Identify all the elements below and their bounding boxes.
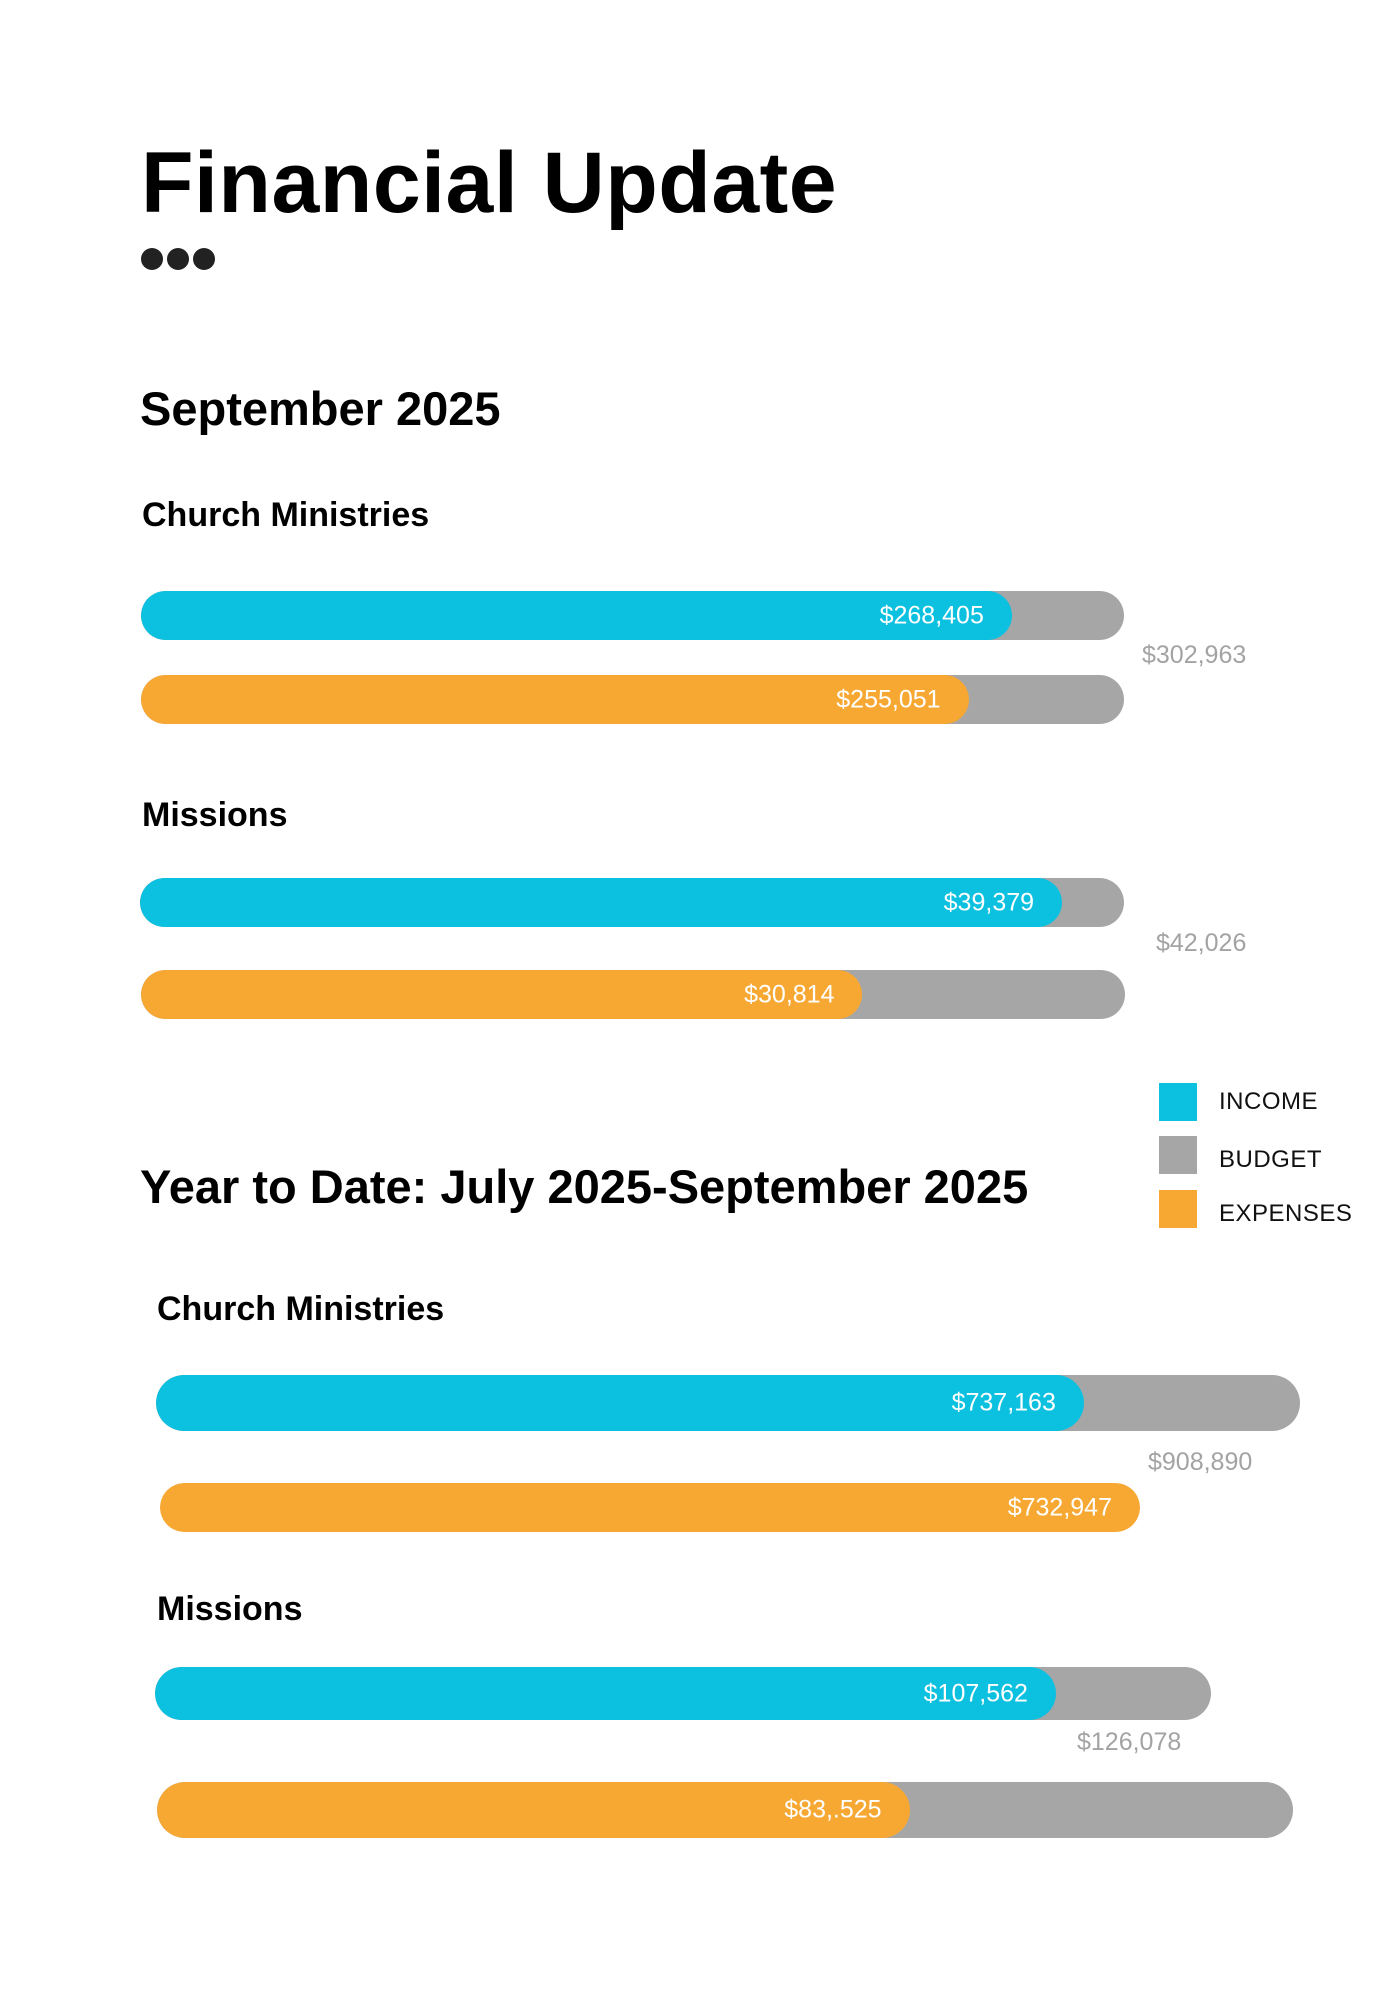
bar-value-label: $255,051 [836,685,941,713]
section-title-monthly: September 2025 [140,382,501,435]
budget-value-label: $42,026 [1156,929,1247,957]
bar-track-expenses [157,1782,1293,1838]
bar-expenses [160,1483,1140,1532]
bar-value-label: $268,405 [879,601,984,629]
legend-label-expenses: EXPENSES [1219,1200,1353,1227]
bar-track-expenses [141,675,1124,724]
bar-income [140,878,1062,927]
dot-icon [167,248,189,270]
legend-label-income: INCOME [1219,1088,1318,1115]
legend-label-budget: BUDGET [1219,1146,1323,1173]
group-title-ytd-church: Church Ministries [157,1290,445,1328]
decorative-dots [141,248,215,270]
bar-track-expenses [160,1483,1140,1532]
bar-track-expenses [141,970,1125,1019]
bar-value-label: $39,379 [943,888,1035,916]
legend-swatch-expenses [1159,1190,1197,1228]
group-title-monthly-missions: Missions [142,796,288,834]
group-title-monthly-church: Church Ministries [142,496,430,534]
bar-value-label: $83,.525 [784,1795,882,1824]
legend-swatch-budget [1159,1136,1197,1174]
bar-track-income [140,878,1124,927]
bar-value-label: $737,163 [951,1388,1056,1417]
group-title-ytd-missions: Missions [157,1590,303,1628]
bar-value-label: $107,562 [923,1679,1028,1707]
section-title-ytd: Year to Date: July 2025-September 2025 [140,1160,1029,1213]
bar-value-label: $732,947 [1007,1493,1112,1521]
bar-track-income [141,591,1124,640]
budget-value-label: $908,890 [1148,1448,1253,1476]
budget-value-label: $126,078 [1077,1728,1182,1756]
page-title: Financial Update [141,135,838,231]
bar-income [156,1375,1084,1431]
dot-icon [141,248,163,270]
budget-value-label: $302,963 [1142,641,1247,669]
legend-swatch-income [1159,1083,1197,1121]
bar-income [155,1667,1056,1720]
bar-track-income [155,1667,1211,1720]
bar-track-income [156,1375,1300,1431]
bar-value-label: $30,814 [744,980,835,1008]
dot-icon [193,248,215,270]
